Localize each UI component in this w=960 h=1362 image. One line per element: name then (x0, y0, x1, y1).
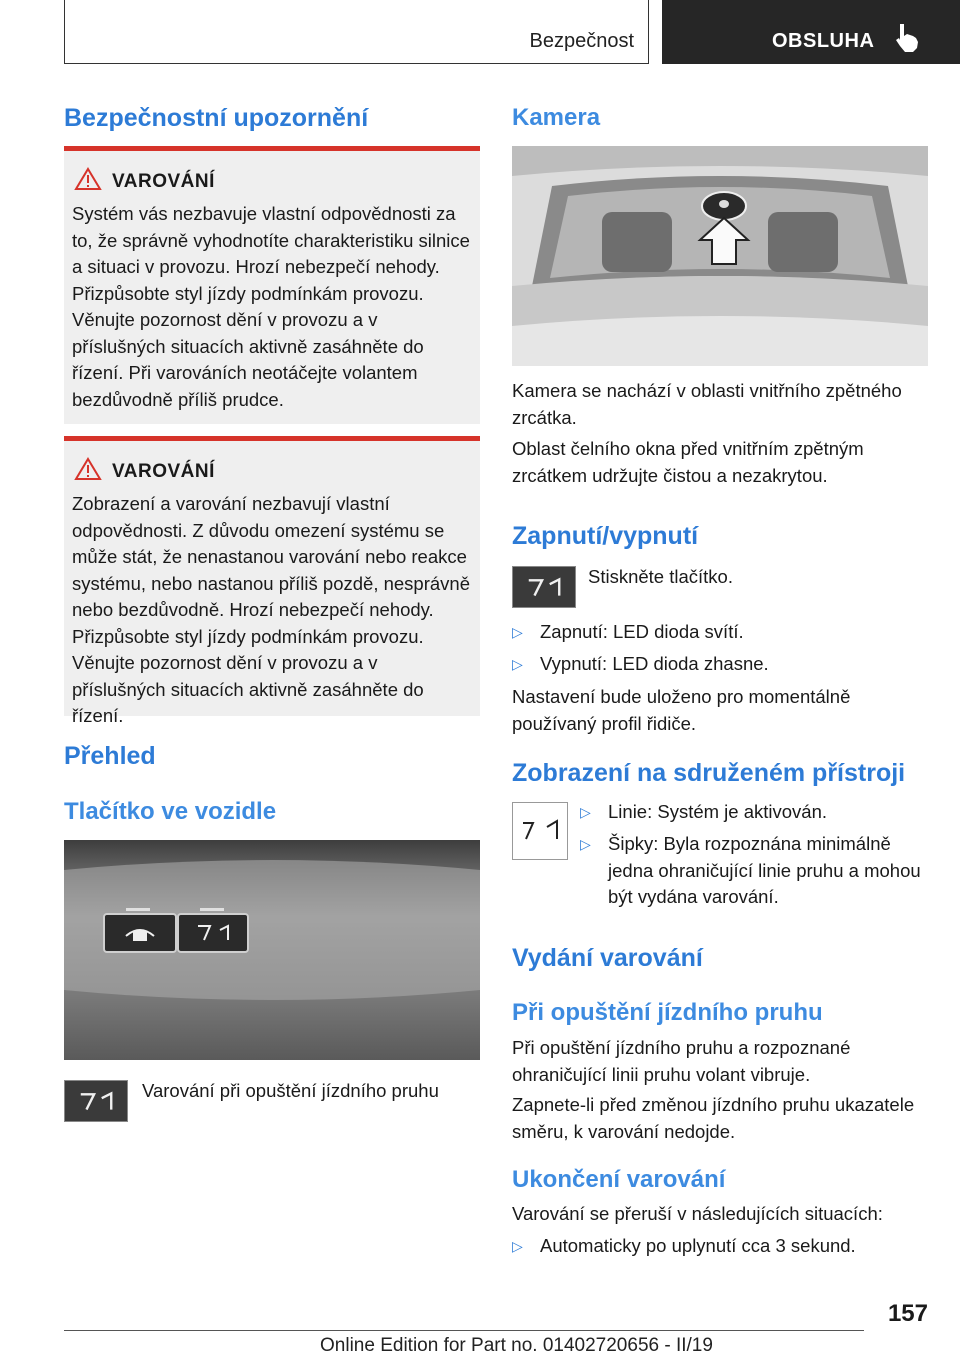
list-item: ▷ Šipky: Byla rozpoznána minimálně jedna ohraničující linie pruhu a mohou být vydána varování. (580, 833, 921, 907)
warning-end-text: Varování se přeruší v následujících situacích: (512, 1203, 883, 1224)
list-item: ▷ Zapnutí: LED dioda svítí. (512, 619, 928, 646)
triangle-bullet-icon: ▷ (512, 624, 523, 640)
warning-title-1: VAROVÁNÍ (112, 171, 215, 192)
overview-heading: Přehled (64, 742, 156, 770)
triangle-bullet-icon: ▷ (580, 836, 591, 852)
camera-clean-text: Oblast čelního okna před vnitřním zpětným zrcátkem udržujte čistou a nezakrytou. (512, 438, 864, 486)
header-section-label: Bezpečnost (529, 30, 634, 52)
warning-triangle-icon (74, 457, 102, 481)
warning-output-heading: Vydání varování (512, 944, 703, 972)
triangle-bullet-icon: ▷ (512, 656, 523, 672)
button-caption: Varování při opuštění jízdního pruhu (142, 1080, 439, 1101)
pointing-hand-icon (894, 22, 922, 54)
camera-photo (512, 146, 928, 366)
warning-box-1 (64, 146, 480, 424)
lane-departure-button-icon (64, 1080, 128, 1122)
profile-note-text: Nastavení bude uloženo pro momentálně používaný profil řidiče. (512, 686, 851, 734)
warning-title-2: VAROVÁNÍ (112, 461, 215, 482)
vehicle-button-photo (64, 840, 480, 1060)
button-in-vehicle-heading: Tlačítko ve vozidle (64, 798, 277, 825)
cluster-display-heading: Zobrazení na sdruženém přístroji (512, 759, 906, 787)
warning-box-2 (64, 436, 480, 726)
header-chapter-box (662, 0, 960, 64)
warning-triangle-icon (74, 167, 102, 191)
warning-text-1: Systém vás nezbavuje vlastní odpovědnosti za to, že správně vyhodnotíte charakteristiku silnice a situaci v provozu. Hrozí nebezpečí nehody. Přizpůsobte styl jízdy podmínkám provozu. Věnujte pozornost dění v provozu a v příslušných situacích aktivně zasáhněte do řízení. Při varováních neotáčejte volantem bezdůvodně příliš prudce. (72, 203, 470, 410)
footer-edition: Online Edition for Part no. 01402720656 - II/19 (320, 1335, 713, 1356)
lane-departure-button-icon (512, 566, 576, 608)
safety-notes-heading: Bezpečnostní upozornění (64, 104, 369, 132)
list-item: ▷ Vypnutí: LED dioda zhasne. (512, 651, 928, 678)
lane-leaving-heading: Při opuštění jízdního pruhu (512, 999, 823, 1026)
camera-location-text: Kamera se nachází v oblasti vnitřního zpětného zrcátka. (512, 380, 902, 428)
triangle-bullet-icon: ▷ (512, 1238, 523, 1254)
press-button-text: Stiskněte tlačítko. (588, 566, 733, 587)
page-number: 157 (887, 1300, 928, 1327)
lane-leaving-text-2: Zapnete-li před změnou jízdního pruhu ukazatele směru, k varování nedojde. (512, 1094, 915, 1142)
warning-end-heading: Ukončení varování (512, 1166, 726, 1193)
on-off-heading: Zapnutí/vypnutí (512, 522, 699, 550)
lane-leaving-text-1: Při opuštění jízdního pruhu a rozpoznané ohraničující linii pruhu volant vibruje. (512, 1037, 851, 1085)
camera-heading: Kamera (512, 104, 601, 131)
header-section-box (64, 0, 649, 64)
header-chapter-label: OBSLUHA (772, 30, 875, 52)
triangle-bullet-icon: ▷ (580, 804, 591, 820)
warning-text-2: Zobrazení a varování nezbavují vlastní odpovědnosti. Z důvodu omezení systému se může stát, že nenastanou varování nebo reakce systému, nebo nastanou příliš pozdě, nesprávně nebo bezdůvodně. Hrozí nebezpečí nehody. Přizpůsobte styl jízdy podmínkám provozu. Věnujte pozornost dění v provozu a v příslušných situacích aktivně zasáhněte do řízení. (72, 493, 470, 726)
list-item: ▷ Linie: Systém je aktivován. (580, 799, 928, 826)
footer-divider (64, 1330, 864, 1331)
cluster-display-icon (512, 802, 568, 860)
list-item: ▷ Automaticky po uplynutí cca 3 sekund. (512, 1233, 928, 1260)
